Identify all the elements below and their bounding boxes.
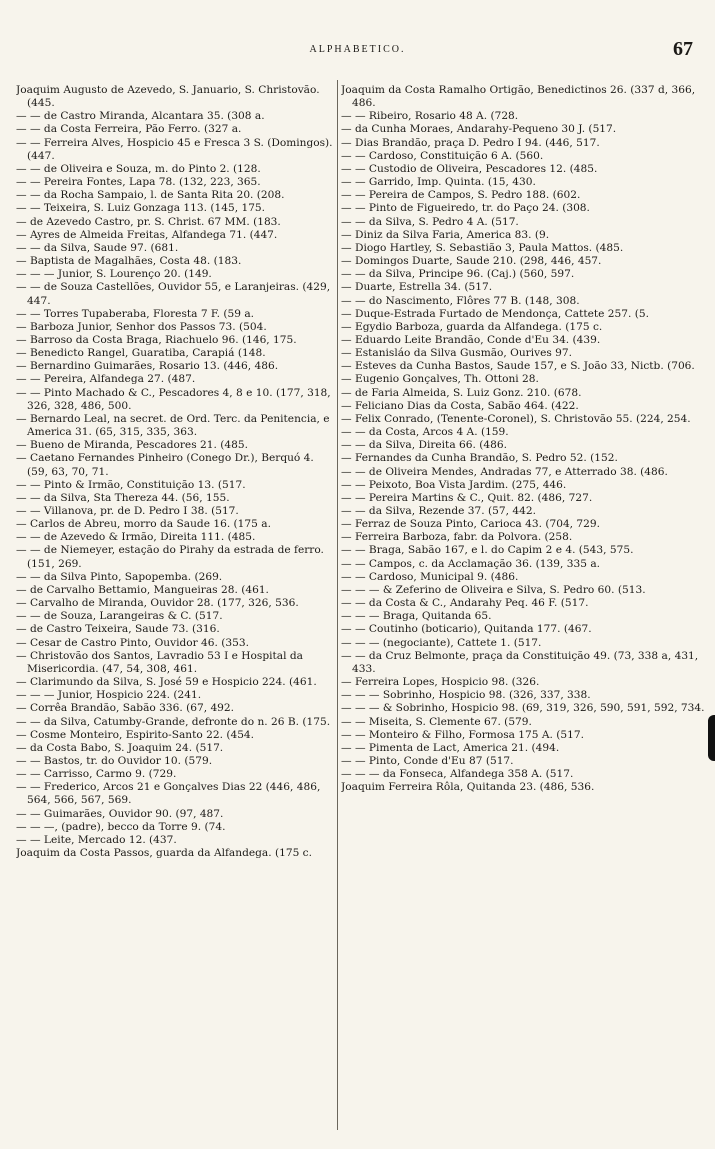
directory-entry: — — da Silva, Rezende 37. (57, 442. (341, 505, 536, 517)
directory-entry: Joaquim da Costa Passos, guarda da Alfandega. (175 c. (16, 847, 312, 860)
directory-entry: Joaquim Augusto de Azevedo, S. Januario, S. Christovão. (445. (16, 84, 320, 110)
directory-entry: — — de Azevedo & Irmão, Direita 111. (485. (16, 531, 256, 544)
directory-entry: — — Leite, Mercado 12. (437. (16, 833, 177, 846)
directory-entry: — Ferraz de Souza Pinto, Carioca 43. (704, 729. (341, 518, 601, 531)
directory-entry: — Fernandes da Cunha Brandão, S. Pedro 52. (152. (341, 452, 618, 465)
directory-entry: — — da Silva Pinto, Sapopemba. (269. (16, 570, 223, 583)
right-column (341, 84, 705, 1134)
directory-entry: — Ayres de Almeida Freitas, Alfandega 71. (447. (16, 228, 278, 241)
directory-entry: — Clarimundo da Silva, S. José 59 e Hospicio 224. (461. (16, 676, 317, 689)
directory-entry: — — Custodio de Oliveira, Pescadores 12. (485. (341, 162, 598, 175)
directory-entry: — — Pinto, Conde d'Eu 87 (517. (341, 754, 514, 767)
directory-entry: — Domingos Duarte, Saude 210. (298, 446, 457. (341, 255, 602, 268)
directory-entry: — — Pimenta de Lact, America 21. (494. (341, 741, 560, 754)
directory-entry: — — — & Sobrinho, Hospicio 98. (69, 319, 326, 590, 591, 592, 734. (341, 702, 705, 715)
directory-entry: — — de Niemeyer, estação do Pirahy da estrada de ferro. (151, 269. (16, 544, 324, 570)
directory-entry: — — Ribeiro, Rosario 48 A. (728. (341, 110, 519, 123)
directory-entry: — de Carvalho Bettamio, Mangueiras 28. (461. (16, 583, 269, 596)
directory-entry: — da Costa Babo, S. Joaquim 24. (517. (16, 741, 224, 754)
directory-entry: — — Cardoso, Constituição 6 A. (560. (341, 149, 544, 162)
directory-entry: — — Pereira, Alfandega 27. (487. (16, 373, 196, 386)
directory-entry: — — da Silva, Sta Thereza 44. (56, 155. (16, 491, 230, 504)
directory-entry: — — Garrido, Imp. Quinta. (15, 430. (341, 176, 536, 189)
directory-entry: — Diniz da Silva Faria, America 83. (9. (341, 228, 550, 241)
directory-entry: — — Miseita, S. Clemente 67. (579. (341, 715, 532, 728)
directory-entry: — — Pereira Fontes, Lapa 78. (132, 223, 365. (16, 176, 261, 189)
directory-entry: — — de Oliveira Mendes, Andradas 77, e Atterrado 38. (486. (341, 465, 668, 478)
directory-entry: — — Villanova, pr. de D. Pedro I 38. (517. (16, 505, 239, 517)
directory-entry: — — Guimarães, Ouvidor 90. (97, 487. (16, 807, 224, 820)
directory-entry: — — Frederico, Arcos 21 e Gonçalves Dias 22 (446, 486, 564, 566, 567, 569. (16, 781, 321, 807)
directory-entry: — Bernardino Guimarães, Rosario 13. (446, 486. (16, 360, 279, 373)
directory-entry: — Bernardo Leal, na secret. de Ord. Terc. da Penitencia, e America 31. (65, 315, 335, 363. (16, 412, 330, 439)
directory-entry: — — da Silva, Saude 97. (681. (16, 241, 179, 254)
directory-entry: — — Campos, c. da Acclamação 36. (139, 335 a. (341, 557, 601, 570)
directory-entry: — de Azevedo Castro, pr. S. Christ. 67 MM. (183. (16, 215, 281, 228)
directory-entry: — — da Costa Ferreira, Pão Ferro. (327 a. (16, 123, 242, 136)
directory-entry: Joaquim da Costa Ramalho Ortigão, Benedictinos 26. (337 d, 366, 486. (341, 84, 696, 110)
directory-entry: — Baptista de Magalhães, Costa 48. (183. (16, 255, 242, 268)
directory-entry: — — Pinto de Figueiredo, tr. do Paço 24. (308. (341, 202, 590, 215)
directory-entry: — — Pereira Martins & C., Quit. 82. (486, 727. (341, 491, 593, 504)
directory-entry: — — —, (padre), becco da Torre 9. (74. (16, 820, 226, 833)
directory-entry: — — Pereira de Campos, S. Pedro 188. (602. (341, 189, 581, 202)
directory-entry: — Barboza Junior, Senhor dos Passos 73. (504. (16, 320, 267, 333)
page-header (0, 36, 715, 66)
directory-entry: — — Torres Tupaberaba, Floresta 7 F. (59 a. (16, 307, 255, 320)
page-number: 67 (673, 38, 693, 60)
directory-entry: — — da Silva, S. Pedro 4 A. (517. (341, 215, 519, 228)
directory-entry: — — da Costa, Arcos 4 A. (159. (341, 426, 509, 439)
directory-entry: — — — Junior, S. Lourenço 20. (149. (16, 268, 212, 281)
directory-entry: — Ferreira Barboza, fabr. da Polvora. (258. (341, 531, 573, 544)
directory-entry: — — Peixoto, Boa Vista Jardim. (275, 446. (341, 478, 567, 491)
directory-entry: — — de Souza Castellões, Ouvidor 55, e Laranjeiras. (429, 447. (16, 281, 331, 307)
directory-entry: — — Ferreira Alves, Hospicio 45 e Fresca 3 S. (Domingos). (447. (16, 136, 333, 162)
directory-entry: — Diogo Hartley, S. Sebastião 3, Paula Mattos. (485. (341, 241, 624, 254)
directory-entry: — — — Sobrinho, Hospicio 98. (326, 337, 338. (341, 689, 591, 702)
directory-entry: — — do Nascimento, Flôres 77 B. (148, 308. (341, 294, 580, 307)
directory-entry: — de Castro Teixeira, Saude 73. (316. (16, 623, 220, 636)
directory-entry: — — Pinto Machado & C., Pescadores 4, 8 e 10. (177, 318, 326, 328, 486, 500. (16, 386, 331, 412)
directory-entry: — — da Cruz Belmonte, praça da Constituição 49. (73, 338 a, 431, 433. (341, 649, 699, 675)
directory-entry: — Corrêa Brandão, Sabão 336. (67, 492. (16, 702, 235, 715)
directory-entry: — Feliciano Dias da Costa, Sabão 464. (422. (341, 399, 579, 412)
directory-entry: — Cosme Monteiro, Espirito-Santo 22. (454. (16, 728, 255, 741)
directory-entry: — Duque-Estrada Furtado de Mendonça, Cattete 257. (5. (341, 307, 649, 320)
directory-entry: — — — & Zeferino de Oliveira e Silva, S. Pedro 60. (513. (341, 583, 646, 596)
directory-entry: Joaquim Ferreira Rôla, Quitanda 23. (486, 536. (341, 781, 595, 794)
directory-entry: — — da Silva, Direita 66. (486. (341, 439, 507, 452)
directory-entry: — — Coutinho (boticario), Quitanda 177. (467. (341, 623, 592, 636)
directory-entry: — Carvalho de Miranda, Ouvidor 28. (177, 326, 536. (16, 597, 299, 610)
directory-entry: — Bueno de Miranda, Pescadores 21. (485. (16, 439, 248, 452)
directory-entry: — Cesar de Castro Pinto, Ouvidor 46. (353. (16, 636, 249, 649)
directory-entry: — Estanisláo da Silva Gusmão, Ourives 97. (341, 347, 573, 360)
directory-entry: — Egydio Barboza, guarda da Alfandega. (175 c. (341, 320, 603, 333)
directory-entry: — — Pinto & Irmão, Constituição 13. (517. (16, 478, 246, 491)
directory-entry: — — da Rocha Sampaio, l. de Santa Rita 20. (208. (16, 189, 285, 202)
directory-entry: — — — (negociante), Cattete 1. (517. (341, 636, 542, 649)
directory-entry: — Felix Conrado, (Tenente-Coronel), S. Christovão 55. (224, 254. (341, 412, 691, 425)
directory-entry: — Eduardo Leite Brandão, Conde d'Eu 34. (439. (341, 333, 601, 346)
directory-entry: — Barroso da Costa Braga, Riachuelo 96. (146, 175. (16, 333, 297, 346)
running-title: ALPHABETICO. (309, 44, 406, 55)
directory-entry: — Carlos de Abreu, morro da Saude 16. (175 a. (16, 518, 271, 531)
directory-entry: — — de Souza, Larangeiras & C. (517. (16, 610, 223, 623)
directory-entry: — Dias Brandão, praça D. Pedro I 94. (446, 517. (341, 136, 600, 149)
directory-entry: — — Monteiro & Filho, Formosa 175 A. (517. (341, 728, 585, 741)
directory-entry: — — — Junior, Hospicio 224. (241. (16, 689, 202, 702)
directory-entry: — — Bastos, tr. do Ouvidor 10. (579. (16, 754, 213, 767)
directory-entry: — Ferreira Lopes, Hospicio 98. (326. (341, 676, 540, 689)
directory-entry: — Duarte, Estrella 34. (517. (341, 281, 493, 294)
directory-entry: — — de Oliveira e Souza, m. do Pinto 2. (128. (16, 162, 261, 175)
directory-entry: — — — da Fonseca, Alfandega 358 A. (517. (341, 768, 574, 781)
directory-entry: — — Teixeira, S. Luiz Gonzaga 113. (145, 175. (16, 202, 266, 215)
directory-entry: — — da Silva, Principe 96. (Caj.) (560, 597. (341, 268, 575, 281)
directory-entry: — Benedicto Rangel, Guaratiba, Carapiá (148. (16, 347, 266, 360)
directory-entry: — — Cardoso, Municipal 9. (486. (341, 570, 519, 583)
directory-entry: — da Cunha Moraes, Andarahy-Pequeno 30 J. (517. (341, 123, 617, 136)
directory-entry: — — da Silva, Catumby-Grande, defronte do n. 26 B. (175. (16, 715, 331, 728)
directory-entry: — — da Costa & C., Andarahy Peq. 46 F. (517. (341, 597, 589, 610)
directory-entry: — de Faria Almeida, S. Luiz Gonz. 210. (678. (341, 386, 582, 399)
directory-entry: — — de Castro Miranda, Alcantara 35. (308 a. (16, 110, 265, 123)
page-edge-mark (708, 715, 715, 761)
directory-entry: — Caetano Fernandes Pinheiro (Conego Dr.), Berquó 4. (59, 63, 70, 71. (16, 452, 314, 478)
directory-entry: — Eugenio Gonçalves, Th. Ottoni 28. (341, 373, 539, 386)
column-divider (337, 80, 338, 1130)
directory-entry: — Esteves da Cunha Bastos, Saude 157, e S. João 33, Nictb. (706. (341, 360, 695, 373)
directory-entry: — Christovão dos Santos, Lavradio 53 I e Hospital da Misericordia. (47, 54, 308, 461. (16, 649, 303, 675)
left-column (16, 84, 336, 1134)
directory-entry: — — Braga, Sabão 167, e l. do Capim 2 e 4. (543, 575. (341, 544, 634, 557)
directory-entry: — — Carrisso, Carmo 9. (729. (16, 768, 177, 781)
directory-entry: — — — Braga, Quitanda 65. (341, 610, 492, 623)
